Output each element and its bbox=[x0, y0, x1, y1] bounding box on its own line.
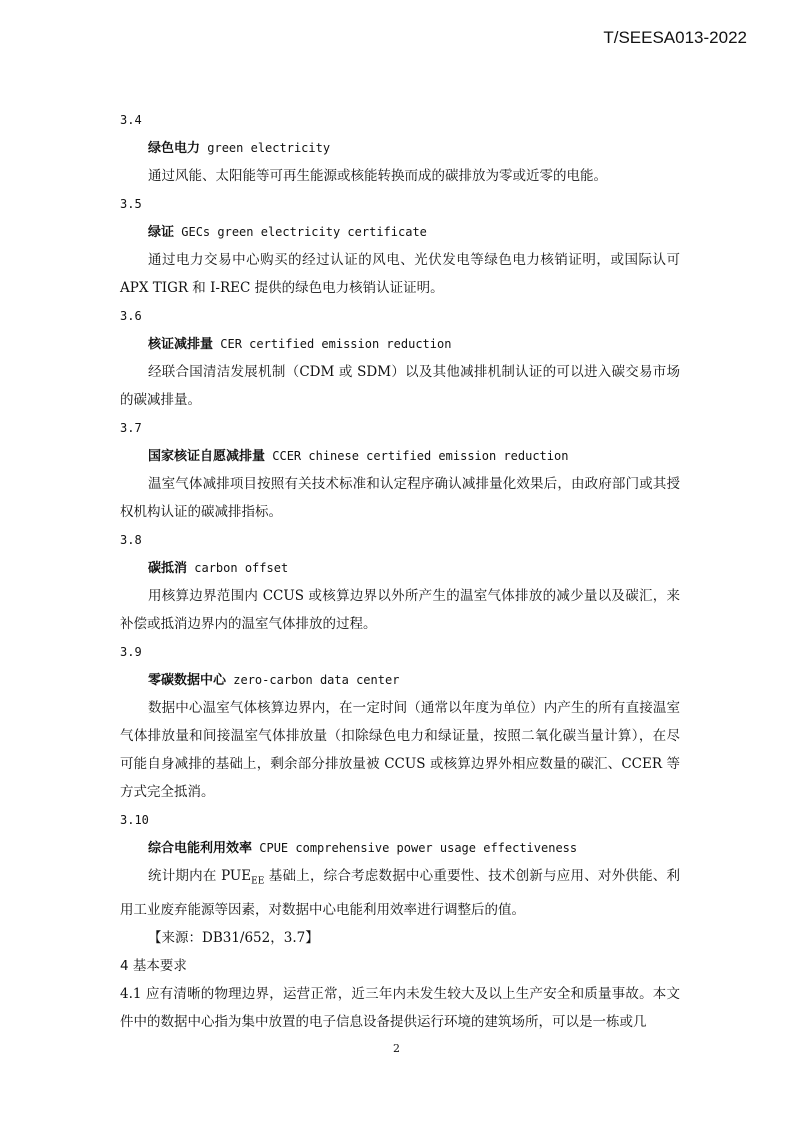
source-citation: 【来源：DB31/652，3.7】 bbox=[148, 929, 319, 946]
term-zh: 绿色电力 bbox=[148, 141, 201, 156]
definition-text: 基础上，综合考虑数据中心重要性、技术创新与应用、对外供能、利用工业废弃能源等因素，对数据中心电能利用效率进行调整后的值。 bbox=[120, 868, 680, 918]
section-heading: 4 基本要求 bbox=[120, 957, 187, 974]
term-definition: 用核算边界范围内 CCUS 或核算边界以外所产生的温室气体排放的减少量以及碳汇，来补偿或抵消边界内的温室气体排放的过程。 bbox=[120, 588, 680, 632]
term-en: green electricity bbox=[207, 141, 331, 155]
term-definition: 通过风能、太阳能等可再生能源或核能转换而成的碳排放为零或近零的电能。 bbox=[148, 168, 607, 184]
term-heading bbox=[120, 554, 680, 582]
clause-number: 3.5 bbox=[120, 197, 142, 211]
clause-number: 3.9 bbox=[120, 645, 142, 659]
term-en: carbon offset bbox=[194, 561, 289, 575]
term-heading bbox=[120, 330, 680, 358]
term-heading bbox=[120, 134, 680, 162]
term-definition: 经联合国清洁发展机制（CDM 或 SDM）以及其他减排机制认证的可以进入碳交易市场的碳减排量。 bbox=[120, 364, 680, 408]
section-text: 4.1 应有清晰的物理边界，运营正常，近三年内未发生较大及以上生产安全和质量事故。本文件中的数据中心指为集中放置的电子信息设备提供运行环境的建筑场所，可以是一栋或几 bbox=[120, 985, 680, 1030]
term-definition: 数据中心温室气体核算边界内，在一定时间（通常以年度为单位）内产生的所有直接温室气体排放量和间接温室气体排放量（扣除绿色电力和绿证量，按照二氧化碳当量计算），在尽可能自身减排的基础上，剩余部分排放量被 CCUS 或核算边界外相应数量的碳汇、CCER 等方式完全抵消。 bbox=[120, 700, 680, 800]
term-zh: 零碳数据中心 bbox=[148, 673, 227, 688]
page-number: 2 bbox=[393, 1042, 400, 1055]
main-content bbox=[120, 106, 680, 1036]
term-definition: 温室气体减排项目按照有关技术标准和认定程序确认减排量化效果后，由政府部门或其授权机构认证的碳减排指标。 bbox=[120, 476, 680, 520]
term-zh: 碳抵消 bbox=[148, 561, 188, 576]
term-zh: 国家核证自愿减排量 bbox=[148, 449, 266, 464]
term-heading bbox=[120, 442, 680, 470]
term-en: GECs green electricity certificate bbox=[181, 225, 427, 239]
term-en: zero-carbon data center bbox=[233, 673, 400, 687]
clause-number: 3.8 bbox=[120, 533, 142, 547]
term-heading bbox=[120, 834, 680, 862]
term-definition: 通过电力交易中心购买的经过认证的风电、光伏发电等绿色电力核销证明，或国际认可APX TIGR 和 I-REC 提供的绿色电力核销认证证明。 bbox=[120, 252, 680, 296]
term-en: CCER chinese certified emission reduction bbox=[272, 449, 569, 463]
clause-number: 3.7 bbox=[120, 421, 142, 435]
term-en: CER certified emission reduction bbox=[220, 337, 452, 351]
clause-number: 3.10 bbox=[120, 813, 149, 827]
term-zh: 绿证 bbox=[148, 225, 175, 240]
term-zh: 综合电能利用效率 bbox=[148, 841, 253, 856]
term-heading bbox=[120, 218, 680, 246]
clause-number: 3.6 bbox=[120, 309, 142, 323]
pue-subscript: EE bbox=[251, 876, 265, 887]
term-heading bbox=[120, 666, 680, 694]
term-zh: 核证减排量 bbox=[148, 337, 214, 352]
document-code: T/SEESA013-2022 bbox=[603, 28, 747, 47]
definition-text: 统计期内在 PUE bbox=[148, 868, 252, 884]
term-en: CPUE comprehensive power usage effectiveness bbox=[259, 841, 578, 855]
term-definition bbox=[120, 862, 680, 924]
clause-number: 3.4 bbox=[120, 113, 142, 127]
